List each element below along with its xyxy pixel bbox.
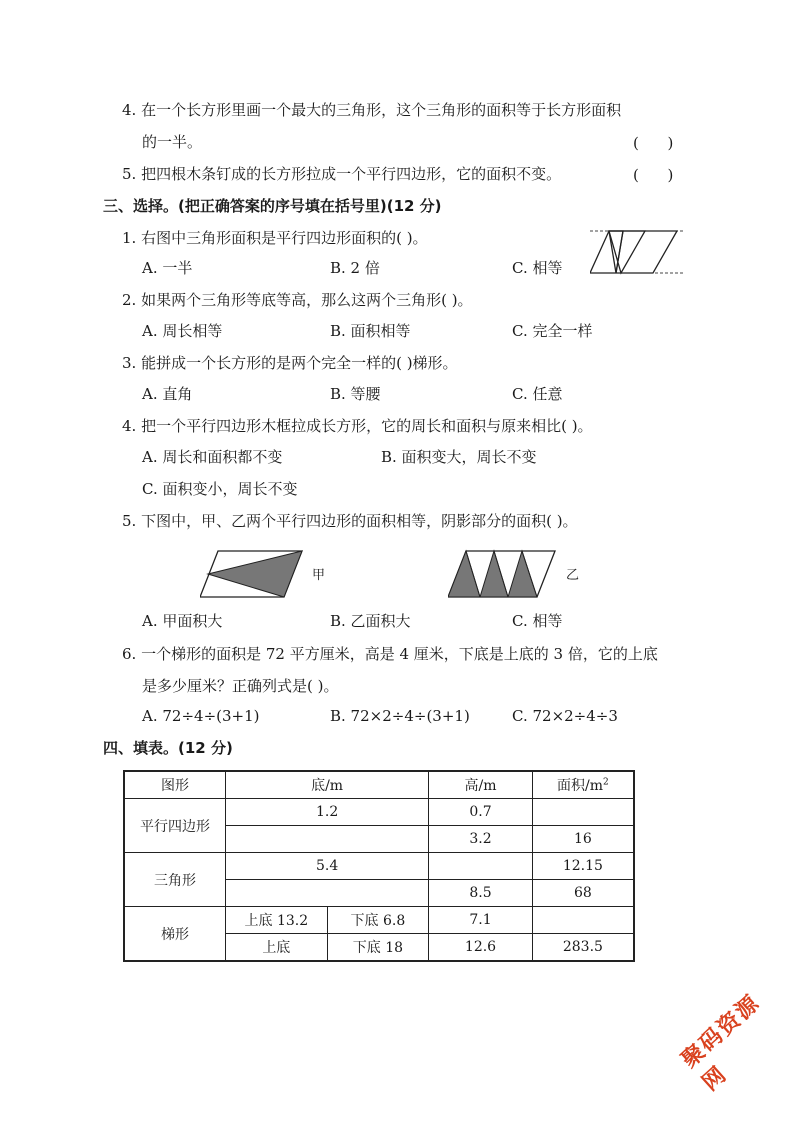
judge-q5-blank: ( ) [633,166,674,184]
cell-base-blank[interactable] [226,826,429,853]
parallelogram-jia-figure [200,548,305,600]
s3-q6-option-b: B. 72×2÷4÷(3+1) [330,707,470,725]
s3-q4-option-a: A. 周长和面积都不变 [142,448,283,466]
s3-q6-option-a: A. 72÷4÷(3+1) [142,707,260,725]
cell-base-blank[interactable] [226,880,429,907]
s3-q1-text: 1. 右图中三角形面积是平行四边形面积的( )。 [122,229,428,247]
s3-q5-option-c: C. 相等 [512,612,563,630]
figure-label-jia: 甲 [312,568,326,583]
figure-label-yi: 乙 [566,568,580,583]
shape-triangle: 三角形 [124,853,226,907]
cell-height: 3.2 [429,826,533,853]
shape-parallelogram: 平行四边形 [124,799,226,853]
header-shape: 图形 [124,771,226,799]
s3-q5-text: 5. 下图中，甲、乙两个平行四边形的面积相等，阴影部分的面积( )。 [122,512,578,530]
cell-area-blank[interactable] [532,799,634,826]
s3-q3-text: 3. 能拼成一个长方形的是两个完全一样的( )梯形。 [122,354,458,372]
table-row [124,907,634,934]
cell-height: 0.7 [429,799,533,826]
s3-q3-option-b: B. 等腰 [330,385,381,403]
cell-base: 1.2 [226,799,429,826]
s3-q4-option-b: B. 面积变大，周长不变 [381,448,537,466]
s3-q2-option-b: B. 面积相等 [330,322,411,340]
shape-trapezoid: 梯形 [124,907,226,962]
cell-area: 16 [532,826,634,853]
s3-q6-line1: 6. 一个梯形的面积是 72 平方厘米，高是 4 厘米，下底是上底的 3 倍，它的上底 [122,645,658,663]
header-area: 面积$/m^2$ [532,771,634,799]
cell-height: 7.1 [429,907,533,934]
s3-q1-option-b: B. 2 倍 [330,259,380,277]
s3-q1-option-c: C. 相等 [512,259,563,277]
s3-q6-line2: 是多少厘米？正确列式是( )。 [142,677,339,695]
section4-heading: 四、填表。(12 分) [103,739,233,757]
judge-q5: 5. 把四根木条钉成的长方形拉成一个平行四边形，它的面积不变。 [122,165,562,183]
cell-height-blank[interactable] [429,853,533,880]
s3-q2-text: 2. 如果两个三角形等底等高，那么这两个三角形( )。 [122,291,473,309]
s3-q1-option-a: A. 一半 [142,259,193,277]
cell-bottom-base: 下底 18 [327,934,429,962]
cell-height: 8.5 [429,880,533,907]
cell-area: 283.5 [532,934,634,962]
cell-area: 68 [532,880,634,907]
cell-area: 12.15 [532,853,634,880]
watermark-logo: 聚码资源网 [677,990,766,1097]
s3-q4-option-c: C. 面积变小，周长不变 [142,480,298,498]
judge-q4-line1: 4. 在一个长方形里画一个最大的三角形，这个三角形的面积等于长方形面积 [122,101,622,119]
table-header-row [124,771,634,799]
header-base: 底/m [226,771,429,799]
table-row [124,853,634,880]
s3-q3-option-c: C. 任意 [512,385,563,403]
cell-base: 5.4 [226,853,429,880]
cell-bottom-base: 下底 6.8 [327,907,429,934]
s3-q5-option-a: A. 甲面积大 [142,612,223,630]
cell-area-blank[interactable] [532,907,634,934]
judge-q4-blank: ( ) [633,134,674,152]
table-row [124,799,634,826]
header-height: 高/m [429,771,533,799]
fill-table [123,770,635,962]
parallelogram-yi-figure [448,548,558,600]
s3-q2-option-a: A. 周长相等 [142,322,223,340]
judge-q4-line2: 的一半。 [142,133,203,151]
cell-top-base: 上底 13.2 [226,907,328,934]
s3-q3-option-a: A. 直角 [142,385,193,403]
s3-q4-text: 4. 把一个平行四边形木框拉成长方形，它的周长和面积与原来相比( )。 [122,417,593,435]
cell-height: 12.6 [429,934,533,962]
s3-q6-option-c: C. 72×2÷4÷3 [512,707,618,725]
s3-q2-option-c: C. 完全一样 [512,322,593,340]
cell-top-base-blank[interactable]: 上底 [226,934,328,962]
s3-q5-option-b: B. 乙面积大 [330,612,411,630]
parallelogram-triangle-figure [590,226,690,278]
section3-heading: 三、选择。(把正确答案的序号填在括号里)(12 分) [103,197,442,215]
